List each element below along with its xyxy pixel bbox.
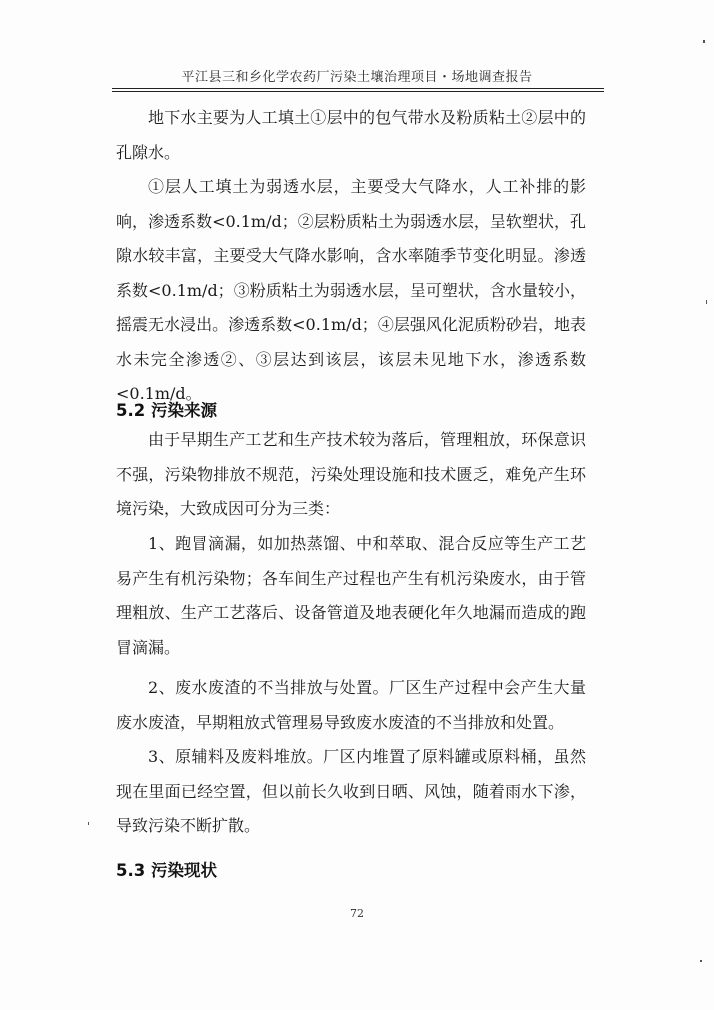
paragraph-cause-material-storage: 3、原辅料及废料堆放。厂区内堆置了原料罐或原料桶，虽然现在里面已经空置，但以前长久收到日晒、风蚀，随着雨水下渗，导致污染不断扩散。 — [116, 747, 586, 835]
paragraph-groundwater-intro: 地下水主要为人工填土①层中的包气带水及粉质粘土②层中的孔隙水。 — [116, 108, 586, 162]
paragraph-cause-leakage: 1、跑冒滴漏，如加热蒸馏、中和萃取、混合反应等生产工艺易产生有机污染物；各车间生产过程也产生有机污染废水，由于管理粗放、生产工艺落后、设备管道及地表硬化年久地漏而造成的跑冒滴漏。 — [116, 534, 586, 657]
running-header: 平江县三和乡化学农药厂污染土壤治理项目・场地调查报告 — [181, 70, 533, 85]
paragraph-pollution-causes: 由于早期生产工艺和生产技术较为落后，管理粗放，环保意识不强，污染物排放不规范，污染处理设施和技术匮乏，难免产生环境污染，大致成因可分为三类： — [116, 430, 586, 518]
header-rule — [112, 88, 604, 92]
section-heading-pollution-status: 5.3 污染现状 — [116, 861, 217, 880]
scan-speck — [88, 822, 89, 825]
scan-speck — [706, 300, 707, 304]
paragraph-permeability: ①层人工填土为弱透水层，主要受大气降水，人工补排的影响，渗透系数<0.1m/d；②层粉质粘土为弱透水层，呈软塑状，孔隙水较丰富，主要受大气降水影响，含水率随季节变化明显。渗透系数<0.1m/d；③粉质粘土为弱透水层，呈可塑状，含水量较小，摇震无水浸出。渗透系数<0.1m/d；④层强风化泥质粉砂岩，地表水未完全渗透②、③层达到该层，该层未见地下水，渗透系数<0.1m/d。 — [116, 177, 586, 403]
scan-speck — [703, 40, 705, 43]
section-heading-pollution-source: 5.2 污染来源 — [116, 401, 217, 420]
scan-speck — [700, 960, 702, 962]
paragraph-cause-waste-disposal: 2、废水废渣的不当排放与处置。厂区生产过程中会产生大量废水废渣，早期粗放式管理易导致废水废渣的不当排放和处置。 — [116, 678, 586, 732]
page-number: 72 — [350, 907, 364, 920]
